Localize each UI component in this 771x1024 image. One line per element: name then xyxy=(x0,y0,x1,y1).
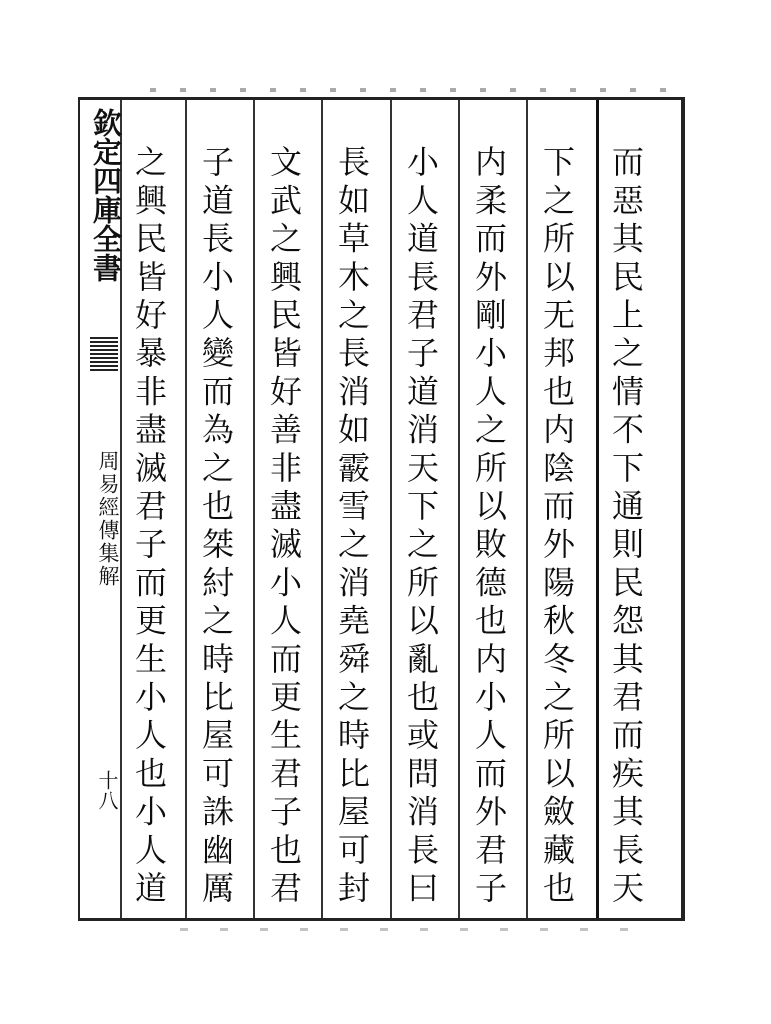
column-divider xyxy=(596,100,599,918)
column-divider xyxy=(185,100,187,918)
text-column-5: 長如草木之長消如霰雪之消堯舜之時比屋可封 xyxy=(333,145,371,909)
page-frame-top xyxy=(78,97,683,100)
text-column-8: 之興民皆好暴非盡滅君子而更生小人也小人道 xyxy=(130,145,168,909)
text-column-7: 子道長小人變而為之也桀紂之時比屋可誅幽厲 xyxy=(197,145,235,909)
column-divider xyxy=(253,100,255,918)
page-frame-left xyxy=(78,97,80,921)
collection-title: 欽定四庫全書 xyxy=(89,108,123,282)
text-column-4: 小人道長君子道消天下之所以亂也或問消長曰 xyxy=(402,145,440,909)
column-divider xyxy=(458,100,460,918)
column-divider xyxy=(390,100,392,918)
page-frame-right xyxy=(681,97,685,921)
column-divider xyxy=(321,100,323,918)
page-number: 十八 xyxy=(95,770,119,810)
scan-noise-bottom xyxy=(180,928,630,931)
scan-noise-top xyxy=(150,88,670,92)
text-column-2: 下之所以无邦也内陰而外陽秋冬之所以斂藏也 xyxy=(538,145,576,909)
column-divider xyxy=(526,100,528,918)
page-frame-bottom xyxy=(78,918,683,921)
book-title: 周易經傳集解 xyxy=(96,450,120,588)
fish-tail-mark xyxy=(90,335,118,371)
text-column-6: 文武之興民皆好善非盡滅小人而更生君子也君 xyxy=(265,145,303,909)
text-column-3: 内柔而外剛小人之所以敗德也内小人而外君子 xyxy=(470,145,508,909)
text-column-1: 而惡其民上之情不下通則民怨其君而疾其長天 xyxy=(607,145,645,909)
